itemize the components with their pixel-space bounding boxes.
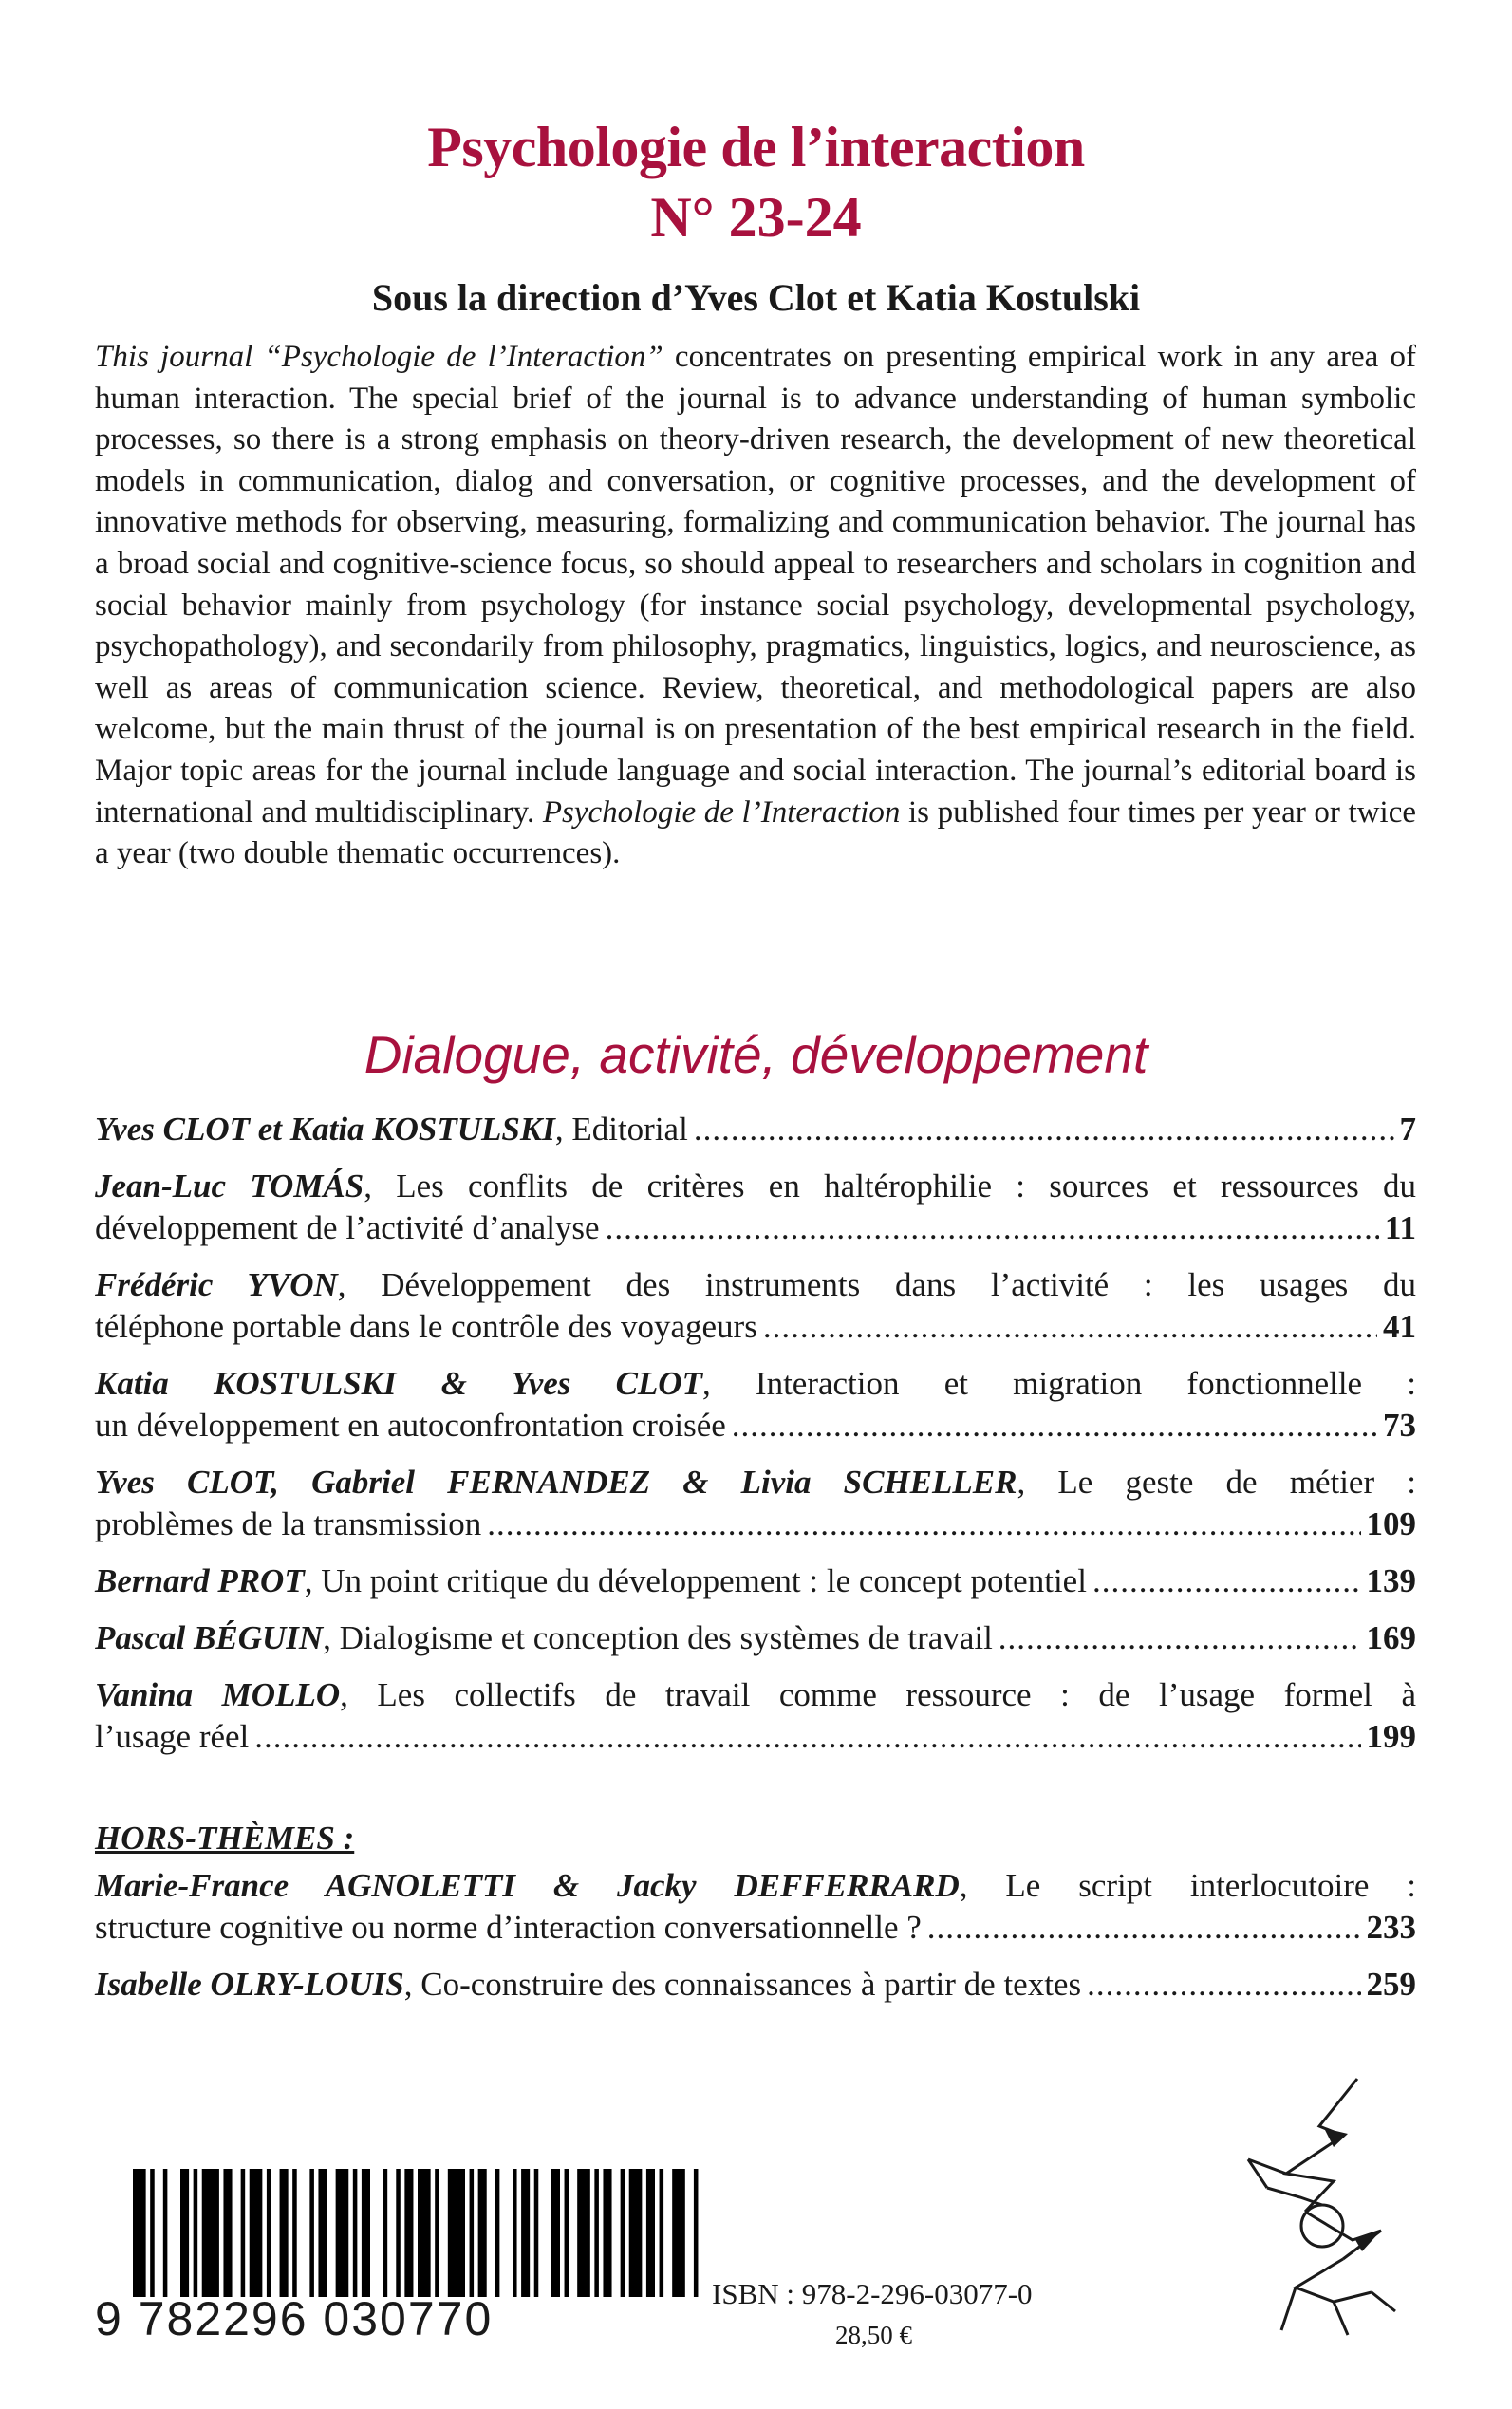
- toc-title: , Développement des instruments dans l’activité : les usages du: [337, 1266, 1416, 1303]
- barcode-bar: [603, 2169, 611, 2297]
- barcode-bar: [594, 2169, 599, 2297]
- dot-leader: [732, 1405, 1377, 1447]
- barcode-bar: [133, 2169, 146, 2297]
- dot-leader: [606, 1207, 1379, 1249]
- barcode-bar: [646, 2169, 655, 2297]
- toc-entry: [95, 1462, 1416, 1545]
- toc-title: , Un point critique du développement : le concept potentiel: [304, 1562, 1087, 1599]
- barcode-bar: [629, 2169, 643, 2297]
- barcode-bar: [577, 2169, 590, 2297]
- barcode-bar: [241, 2169, 246, 2297]
- toc-title: , Editorial: [554, 1111, 688, 1148]
- dot-leader: [1092, 1560, 1361, 1602]
- toc-entry: [95, 1865, 1416, 1949]
- journal-description: [95, 337, 1416, 875]
- toc-entry: [95, 1363, 1416, 1447]
- toc-authors: Yves CLOT et Katia KOSTULSKI: [95, 1111, 555, 1148]
- barcode-bar: [202, 2169, 219, 2297]
- dot-leader: [254, 1716, 1360, 1758]
- toc-title: , Dialogisme et conception des systèmes de travail: [323, 1619, 993, 1656]
- toc-authors: Marie-France AGNOLETTI & Jacky DEFFERRARD: [95, 1867, 960, 1904]
- issue-number: N° 23-24: [650, 186, 862, 249]
- barcode-bar: [521, 2169, 530, 2297]
- description-part1: concentrates on presenting empirical work in any area of human interaction. The special brief of the journal is to advance understanding of human symbolic processes, so there is a strong emphasis on theory-driven research, the development of new theoretical models in communication, dialog and conversation, or cognitive processes, and the development of innovative methods for observing, measuring, formalizing and communication behavior. The journal has a broad social and cognitive-science focus, so should appeal to researchers and scholars in cognition and social behavior mainly from psychology (for instance social psychology, developmental psychology, psychopathology), and secondarily from philosophy, pragmatics, linguistics, logics, and neuroscience, as well as areas of communication science. Review, theoretical, and methodological papers are also welcome, but the main thrust of the journal is on presentation of the best empirical research in the field. Major topic areas for the journal include language and social interaction. The journal’s editorial board is international and multidisciplinary.: [95, 340, 1416, 830]
- toc-authors: Vanina MOLLO: [95, 1676, 341, 1713]
- dot-leader: [999, 1617, 1361, 1659]
- barcode-digits: 9 782296 030770: [95, 2292, 494, 2345]
- barcode-bar: [660, 2169, 664, 2297]
- journal-title: Psychologie de l’interaction: [427, 116, 1085, 178]
- barcode-bar: [180, 2169, 189, 2297]
- barcode-bar: [194, 2169, 198, 2297]
- toc-authors: Katia KOSTULSKI & Yves CLOT: [95, 1365, 702, 1402]
- toc-entry: [95, 1617, 1416, 1659]
- toc-page: 259: [1366, 1966, 1416, 2003]
- toc-authors: Pascal BÉGUIN: [95, 1619, 324, 1656]
- barcode-bar: [418, 2169, 431, 2297]
- toc-page: 109: [1366, 1505, 1416, 1542]
- barcode-bar: [336, 2169, 349, 2297]
- dot-leader: [694, 1109, 1394, 1150]
- barcode-bar: [267, 2169, 271, 2297]
- toc-title-cont: problèmes de la transmission: [95, 1505, 482, 1542]
- dot-leader: [487, 1503, 1360, 1545]
- toc-title: , Le geste de métier :: [1017, 1464, 1417, 1501]
- barcode-bar: [448, 2169, 465, 2297]
- toc-title-cont: structure cognitive ou norme d’interaction conversationnelle ?: [95, 1909, 922, 1946]
- barcode-bar: [513, 2169, 517, 2297]
- barcode-bar: [621, 2169, 625, 2297]
- barcode-bar: [280, 2169, 289, 2297]
- barcode-bar: [318, 2169, 327, 2297]
- toc-title-cont: développement de l’activité d’analyse: [95, 1209, 600, 1246]
- toc-entry: [95, 1109, 1416, 1150]
- description-italic-title: This journal “Psychologie de l’Interaction”: [95, 340, 663, 374]
- price: 28,50 €: [835, 2321, 912, 2349]
- toc-page: 41: [1383, 1308, 1416, 1345]
- barcode-bar: [534, 2169, 539, 2297]
- toc-entry: [95, 1166, 1416, 1249]
- barcode-bar: [694, 2169, 699, 2297]
- barcode-bar: [470, 2169, 475, 2297]
- toc-title: , Interaction et migration fonctionnelle :: [701, 1365, 1417, 1402]
- barcode-bar: [250, 2169, 263, 2297]
- toc-page: 169: [1366, 1619, 1416, 1656]
- publisher-logo-icon: [1229, 2069, 1419, 2344]
- toc-authors: Bernard PROT: [95, 1562, 305, 1599]
- barcode-bar: [383, 2169, 388, 2297]
- toc-title-cont: un développement en autoconfrontation croisée: [95, 1407, 726, 1444]
- barcode-bar: [478, 2169, 487, 2297]
- hors-themes-list: [95, 1865, 1416, 2021]
- editors-line: Sous la direction d’Yves Clot et Katia Kostulski: [371, 276, 1141, 319]
- toc-entry: [95, 1964, 1416, 2006]
- barcode-bar: [565, 2169, 569, 2297]
- toc-page: 7: [1399, 1111, 1416, 1148]
- barcode-bar: [672, 2169, 685, 2297]
- toc-entry: [95, 1264, 1416, 1348]
- toc-title-cont: l’usage réel: [95, 1718, 250, 1755]
- toc-authors: Yves CLOT, Gabriel FERNANDEZ & Livia SCHELLER: [95, 1464, 1017, 1501]
- barcode-bar: [362, 2169, 370, 2297]
- barcode-bar: [150, 2169, 155, 2297]
- barcode-bar: [396, 2169, 401, 2297]
- issue-theme: Dialogue, activité, développement: [364, 1025, 1148, 1084]
- barcode-bars: [133, 2169, 702, 2297]
- toc-page: 11: [1384, 1209, 1416, 1246]
- toc-title: , Co-construire des connaissances à partir de textes: [403, 1966, 1082, 2003]
- barcode-bar: [435, 2169, 439, 2297]
- description-italic-name: Psychologie de l’Interaction: [542, 794, 901, 830]
- hors-themes-heading: HORS-THÈMES :: [95, 1820, 355, 1857]
- dot-leader: [763, 1306, 1377, 1348]
- barcode-bar: [551, 2169, 560, 2297]
- barcode-bar: [292, 2169, 297, 2297]
- barcode-bar: [223, 2169, 232, 2297]
- description-part2: is published four times per year or twice a year (two double thematic occurrences).: [95, 794, 1417, 871]
- isbn: ISBN : 978-2-296-03077-0: [712, 2277, 1033, 2310]
- toc-entry: [95, 1674, 1416, 1758]
- barcode-bar: [404, 2169, 413, 2297]
- toc-page: 199: [1366, 1718, 1416, 1755]
- toc-authors: Jean-Luc TOMÁS: [95, 1167, 364, 1204]
- dot-leader: [1087, 1964, 1360, 2006]
- table-of-contents: [95, 1109, 1416, 1773]
- toc-page: 233: [1366, 1909, 1416, 1946]
- barcode-bar: [309, 2169, 314, 2297]
- toc-entry: [95, 1560, 1416, 1602]
- toc-title: , Les conflits de critères en haltérophilie : sources et ressources du: [364, 1167, 1416, 1204]
- toc-title-cont: téléphone portable dans le contrôle des voyageurs: [95, 1308, 757, 1345]
- toc-authors: Frédéric YVON: [95, 1266, 338, 1303]
- barcode-bar: [495, 2169, 500, 2297]
- toc-page: 73: [1383, 1407, 1416, 1444]
- toc-page: 139: [1366, 1562, 1416, 1599]
- toc-authors: Isabelle OLRY-LOUIS: [95, 1966, 404, 2003]
- toc-title: , Les collectifs de travail comme ressource : de l’usage formel à: [340, 1676, 1416, 1713]
- barcode-bar: [163, 2169, 168, 2297]
- barcode-bar: [353, 2169, 358, 2297]
- barcode: [95, 2169, 712, 2345]
- toc-title: , Le script interlocutoire :: [959, 1867, 1416, 1904]
- dot-leader: [927, 1907, 1361, 1949]
